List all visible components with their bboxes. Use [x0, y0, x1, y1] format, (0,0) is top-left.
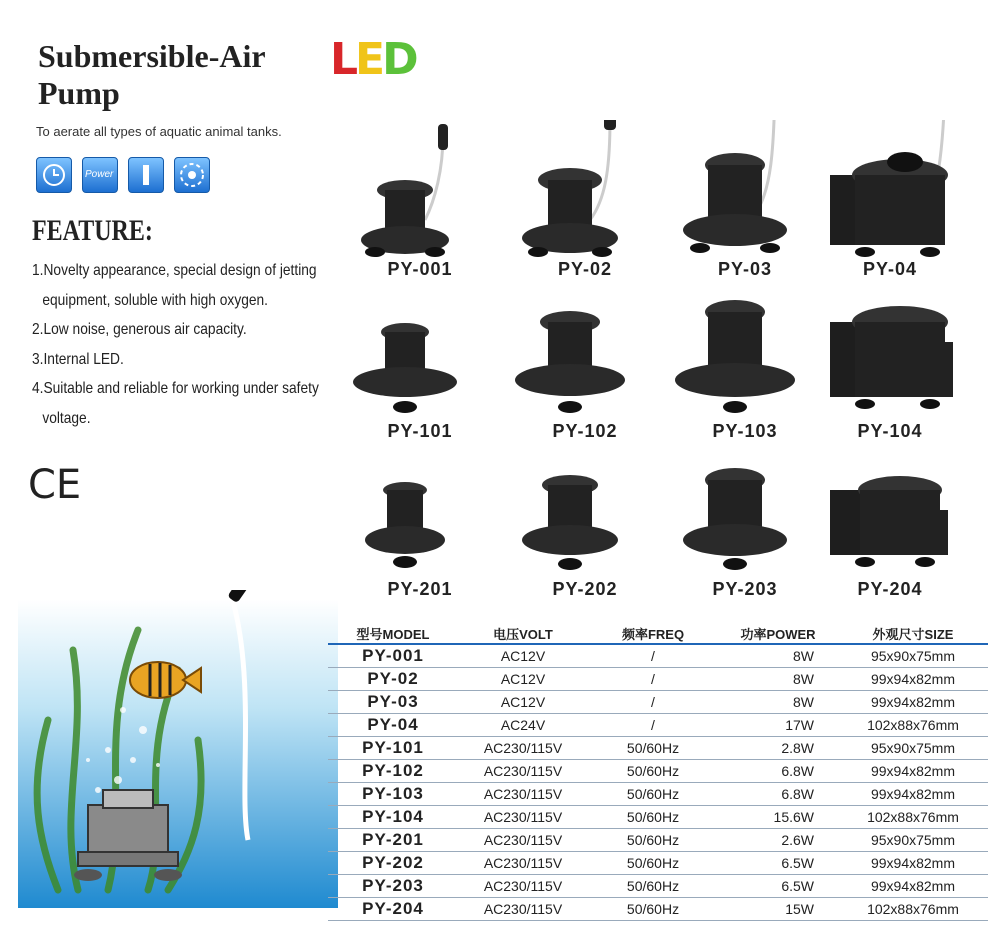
- size-cell: 99x94x82mm: [838, 668, 988, 691]
- column-header: 电压VOLT: [458, 624, 588, 644]
- model-cell: PY-202: [328, 852, 458, 875]
- feature-item: 3.Internal LED.: [32, 350, 124, 368]
- size-cell: 95x90x75mm: [838, 644, 988, 668]
- ce-mark: CE: [28, 462, 82, 508]
- model-cell: PY-001: [328, 644, 458, 668]
- model-cell: PY-02: [328, 668, 458, 691]
- size-cell: 95x90x75mm: [838, 737, 988, 760]
- size-cell: 99x94x82mm: [838, 875, 988, 898]
- power-cell: 2.6W: [718, 829, 838, 852]
- product-card: [345, 120, 495, 280]
- feature-icons: [36, 157, 210, 193]
- product-label: PY-03: [717, 259, 773, 279]
- volt-cell: AC230/115V: [458, 875, 588, 898]
- product-card: [345, 282, 495, 442]
- size-cell: 99x94x82mm: [838, 691, 988, 714]
- product-label: PY-202: [552, 579, 618, 599]
- pump-image: [815, 282, 975, 422]
- pump-image: [670, 120, 820, 260]
- model-cell: PY-04: [328, 714, 458, 737]
- pump-image: [510, 120, 660, 260]
- product-card: [670, 120, 820, 280]
- product-label: PY-001: [387, 259, 453, 279]
- model-cell: PY-203: [328, 875, 458, 898]
- freq-cell: /: [588, 714, 718, 737]
- pump-image: [510, 440, 660, 580]
- feature-item: equipment, soluble with high oxygen.: [42, 291, 268, 309]
- table-row: [328, 806, 988, 829]
- pump-image: [670, 440, 820, 580]
- table-row: [328, 898, 988, 921]
- table-row: [328, 644, 988, 668]
- volt-cell: AC230/115V: [458, 760, 588, 783]
- product-card: [815, 440, 965, 600]
- product-label: PY-102: [552, 421, 618, 441]
- size-cell: 95x90x75mm: [838, 829, 988, 852]
- power-cell: 15W: [718, 898, 838, 921]
- product-label: PY-04: [862, 259, 918, 279]
- table-row: [328, 714, 988, 737]
- column-header: 型号MODEL: [328, 624, 458, 644]
- volt-cell: AC230/115V: [458, 783, 588, 806]
- volt-cell: AC230/115V: [458, 737, 588, 760]
- pump-image: [815, 440, 975, 580]
- table-row: [328, 875, 988, 898]
- volt-cell: AC230/115V: [458, 898, 588, 921]
- product-grid: [340, 110, 1000, 610]
- product-card: [345, 440, 495, 600]
- model-cell: PY-204: [328, 898, 458, 921]
- product-label: PY-101: [387, 421, 453, 441]
- power-cell: 6.8W: [718, 760, 838, 783]
- size-cell: 99x94x82mm: [838, 783, 988, 806]
- pump-image: [510, 282, 660, 422]
- table-row: [328, 668, 988, 691]
- table-row: [328, 691, 988, 714]
- column-header: 功率POWER: [718, 624, 838, 644]
- power-cell: 15.6W: [718, 806, 838, 829]
- power-cell: 8W: [718, 668, 838, 691]
- product-card: [815, 282, 965, 442]
- bar-icon: [128, 157, 164, 193]
- power-cell: 8W: [718, 691, 838, 714]
- column-header: 外观尺寸SIZE: [838, 624, 988, 644]
- power-cell: 2.8W: [718, 737, 838, 760]
- freq-cell: 50/60Hz: [588, 806, 718, 829]
- product-card: [510, 120, 660, 280]
- pump-image: [815, 120, 975, 260]
- swirl-icon: [174, 157, 210, 193]
- title-line-2: Pump: [38, 75, 120, 111]
- volt-cell: AC12V: [458, 644, 588, 668]
- feature-item: 2.Low noise, generous air capacity.: [32, 321, 247, 338]
- freq-cell: 50/60Hz: [588, 852, 718, 875]
- freq-cell: /: [588, 691, 718, 714]
- model-cell: PY-201: [328, 829, 458, 852]
- aquarium-illustration: [18, 590, 338, 908]
- table-row: [328, 760, 988, 783]
- power-icon-label: Power: [85, 169, 114, 180]
- pump-image: [345, 440, 495, 580]
- product-card: [670, 440, 820, 600]
- pump-image: [345, 282, 495, 422]
- pump-image: [670, 282, 820, 422]
- clock-icon: [36, 157, 72, 193]
- model-cell: PY-102: [328, 760, 458, 783]
- product-label: PY-203: [712, 579, 778, 599]
- power-icon: [82, 157, 118, 193]
- product-label: PY-201: [387, 579, 453, 599]
- page-title: [38, 38, 266, 112]
- size-cell: 102x88x76mm: [838, 806, 988, 829]
- product-label: PY-204: [857, 579, 923, 599]
- feature-item: voltage.: [42, 409, 91, 427]
- power-cell: 6.5W: [718, 852, 838, 875]
- power-cell: 17W: [718, 714, 838, 737]
- volt-cell: AC12V: [458, 668, 588, 691]
- product-card: [815, 120, 965, 280]
- power-cell: 6.5W: [718, 875, 838, 898]
- freq-cell: 50/60Hz: [588, 760, 718, 783]
- product-label: PY-02: [557, 259, 613, 279]
- table-row: [328, 852, 988, 875]
- model-cell: PY-03: [328, 691, 458, 714]
- power-cell: 8W: [718, 644, 838, 668]
- product-card: [510, 440, 660, 600]
- pump-image: [345, 120, 495, 260]
- product-card: [670, 282, 820, 442]
- title-line-1: Submersible-Air: [38, 38, 266, 74]
- feature-item: 4.Suitable and reliable for working under safety: [32, 380, 319, 397]
- freq-cell: /: [588, 668, 718, 691]
- spec-table: [328, 624, 988, 921]
- feature-title: FEATURE:: [32, 214, 153, 247]
- table-header-row: [328, 624, 988, 644]
- feature-item: 1.Novelty appearance, special design of jetting: [32, 262, 317, 279]
- freq-cell: 50/60Hz: [588, 783, 718, 806]
- model-cell: PY-104: [328, 806, 458, 829]
- volt-cell: AC230/115V: [458, 829, 588, 852]
- size-cell: 102x88x76mm: [838, 714, 988, 737]
- size-cell: 99x94x82mm: [838, 852, 988, 875]
- column-header: 频率FREQ: [588, 624, 718, 644]
- feature-list: [32, 256, 332, 433]
- product-label: PY-103: [712, 421, 778, 441]
- volt-cell: AC12V: [458, 691, 588, 714]
- product-label: PY-104: [857, 421, 923, 441]
- table-body: [328, 644, 988, 921]
- model-cell: PY-103: [328, 783, 458, 806]
- volt-cell: AC230/115V: [458, 806, 588, 829]
- model-cell: PY-101: [328, 737, 458, 760]
- freq-cell: /: [588, 644, 718, 668]
- freq-cell: 50/60Hz: [588, 875, 718, 898]
- table-row: [328, 783, 988, 806]
- size-cell: 102x88x76mm: [838, 898, 988, 921]
- led-logo: LED: [330, 34, 416, 85]
- size-cell: 99x94x82mm: [838, 760, 988, 783]
- power-cell: 6.8W: [718, 783, 838, 806]
- product-card: [510, 282, 660, 442]
- table-row: [328, 829, 988, 852]
- volt-cell: AC24V: [458, 714, 588, 737]
- volt-cell: AC230/115V: [458, 852, 588, 875]
- freq-cell: 50/60Hz: [588, 829, 718, 852]
- freq-cell: 50/60Hz: [588, 898, 718, 921]
- freq-cell: 50/60Hz: [588, 737, 718, 760]
- subtitle: To aerate all types of aquatic animal tanks.: [36, 124, 282, 139]
- table-row: [328, 737, 988, 760]
